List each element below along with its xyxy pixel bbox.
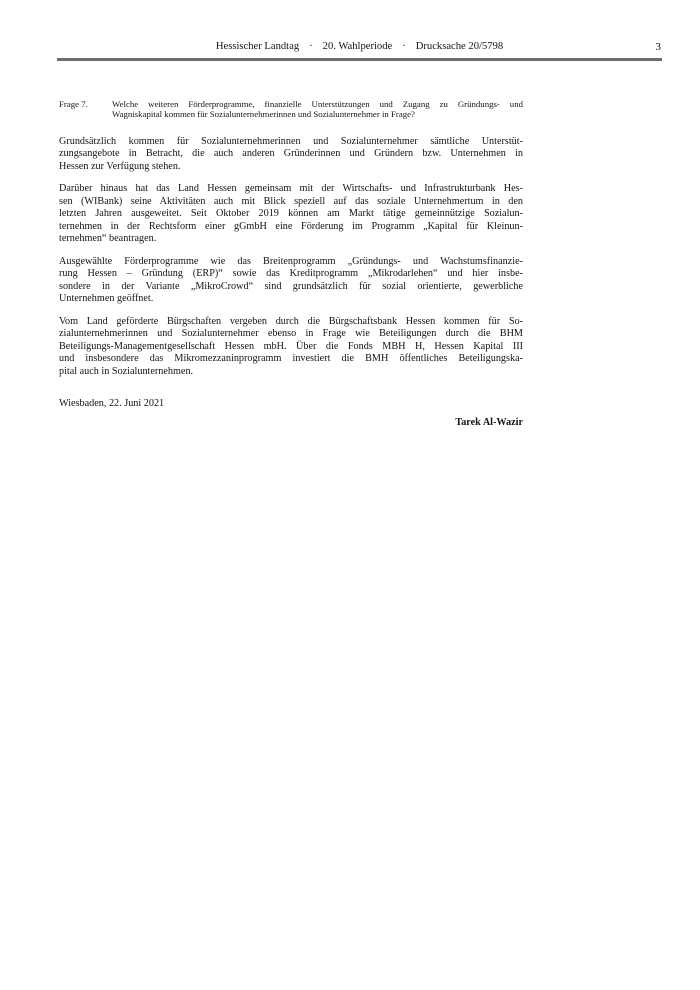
text-line: Hessen zur Verfügung stehen. (59, 160, 181, 172)
header-institution: Hessischer Landtag (215, 41, 300, 52)
paragraph (59, 183, 523, 246)
question-block (59, 99, 523, 120)
text-line: Darüber hinaus hat das Land Hessen gemeinsam mit der Wirtschafts- und Infrastrukturbank Hes- (59, 183, 523, 194)
text-line: Welche weiteren Förderprogramme, finanzielle Unterstützungen und Zugang zu Gründungs- und (112, 98, 523, 109)
signature-name: Tarek Al-Wazir (455, 416, 523, 428)
text-line: rung Hessen – Gründung (ERP)“ sowie das Kreditprogramm „Mikrodarlehen“ und hier insbe- (59, 268, 523, 279)
paragraph (59, 136, 523, 174)
text-line: sen (WIBank) seine Aktivitäten auch mit Blick speziell auf das soziale Unternehmertum in den (59, 195, 523, 207)
page-number: 3 (655, 41, 661, 53)
text-line: zungsangebote in Betracht, die auch anderen Gründerinnen und Gründern bzw. Unternehmen in (59, 148, 523, 159)
question-label: Frage 7. (59, 98, 88, 109)
text-line: Vom Land geförderte Bürgschaften vergeben durch die Bürgschaftsbank Hessen kommen für So- (59, 315, 523, 327)
text-line: zialunternehmerinnen und Sozialunternehmer ebenso in Frage wie Beteiligungen durch die BHM (59, 328, 523, 339)
header-separator: · (309, 41, 313, 52)
header-legislative-period: 20. Wahlperiode (322, 41, 393, 52)
text-line: und insbesondere das Mikromezzaninprogramm investiert die BMH öffentliches Beteiligungska- (59, 353, 523, 364)
paragraph (59, 316, 523, 379)
text-line: letzten Jahren ausgeweitet. Seit Oktober 2019 können am Markt tätige gemeinnützige Sozialun- (59, 208, 523, 219)
text-line: Grundsätzlich kommen für Sozialunternehmerinnen und Sozialunternehmer sämtliche Unterstüt- (59, 135, 523, 147)
header-rule (57, 58, 662, 61)
header-document-number: Drucksache 20/5798 (415, 41, 504, 52)
text-line: Ausgewählte Förderprogramme wie das Breitenprogramm „Gründungs- und Wachstumsfinanzie- (59, 255, 523, 267)
text-line: Unternehmen geöffnet. (59, 293, 154, 304)
dateline: Wiesbaden, 22. Juni 2021 (59, 398, 165, 409)
text-line: ternehmen“ beantragen. (59, 233, 157, 244)
text-line: pital auch in Sozialunternehmen. (59, 365, 194, 377)
text-line: sondere in der Variante „MikroCrowd“ sind grundsätzlich für sozial orientierte, gewerbliche (59, 280, 523, 292)
paragraph (59, 256, 523, 306)
text-line: Beteiligungs-Managementgesellschaft Hessen mbH. Über die Fonds MBH H, Hessen Kapital III (59, 340, 523, 352)
text-line: ternehmen in der Rechtsform einer gGmbH eine Förderung im Programm „Kapital für Kleinun- (59, 220, 523, 232)
header-separator: · (402, 41, 406, 52)
document-body (59, 99, 523, 430)
page-header (57, 41, 662, 61)
text-line: Wagniskapital kommen für Sozialunternehmerinnen und Sozialunternehmer in Frage? (112, 109, 415, 119)
question-text (112, 99, 523, 120)
header-title (57, 41, 662, 53)
